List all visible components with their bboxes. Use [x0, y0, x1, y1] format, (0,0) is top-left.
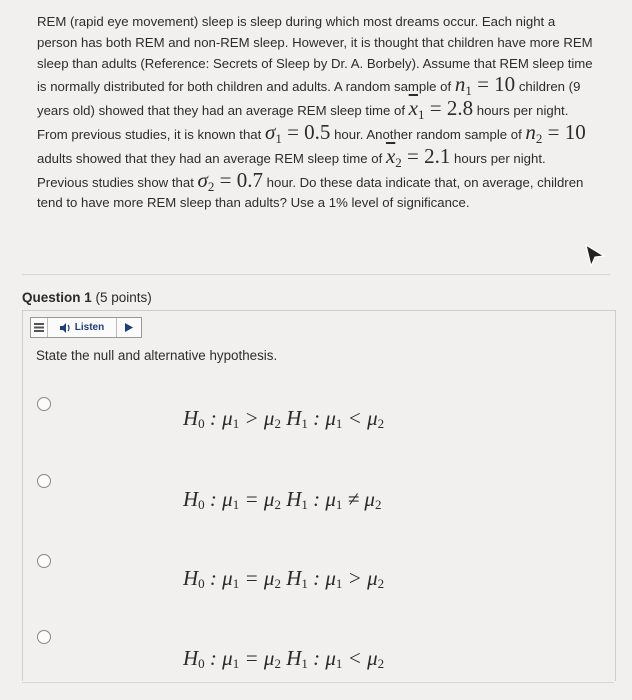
opt1-h0-op: > μ — [239, 406, 275, 430]
play-button[interactable] — [117, 318, 141, 337]
s2-value: = 0.7 — [214, 167, 263, 192]
opt2-h0-sub: 0 — [198, 497, 205, 512]
section-divider — [22, 274, 610, 275]
opt4-h1-op: < μ — [342, 646, 378, 670]
question-number: Question 1 — [22, 290, 92, 305]
menu-icon[interactable] — [31, 318, 48, 337]
x1-symbol: $\overline{x}$ — [408, 96, 418, 121]
opt2-h0-mu: : μ — [204, 487, 233, 511]
opt3-h0-mu: : μ — [204, 566, 233, 590]
x2-symbol: $\overline{x}$ — [385, 143, 396, 168]
listen-button[interactable] — [48, 318, 117, 337]
opt4-h0-sub: 0 — [198, 656, 205, 671]
opt4-h1-mu: : μ — [307, 646, 336, 670]
opt1-h0-sub: 0 — [198, 416, 205, 431]
opt2-h1-op: ≠ μ — [342, 487, 375, 511]
opt2-h1-mu: : μ — [307, 487, 336, 511]
play-icon — [125, 323, 133, 332]
s1-value: = 0.5 — [281, 119, 331, 144]
opt3-h0-op: = μ — [239, 566, 275, 590]
passage-text-5: adults showed that they had an average REM sleep time of — [37, 150, 386, 166]
n2-symbol: n — [525, 119, 536, 144]
opt4-h1-sub: 1 — [301, 656, 308, 671]
passage-text-3: hours per night. From previous studies, it is known that — [37, 103, 569, 142]
opt4-h1-b: 2 — [377, 656, 385, 671]
passage-text-1: REM (rapid eye movement) sleep is sleep during which most dreams occur. Each night a person has both REM and non-REM sleep. However, it is thought that children have more REM sleep than adults (Reference: Secrets of Sleep by Dr. A. Borbely). Assume that REM sleep time is normally distributed for both children and adults. A random sample of — [37, 14, 593, 95]
option-1-radio[interactable] — [37, 397, 51, 411]
option-4-text[interactable] — [183, 646, 384, 672]
s2-symbol: σ — [197, 167, 208, 192]
mouse-pointer-icon — [584, 244, 606, 268]
option-3-text[interactable] — [183, 566, 384, 592]
x1-value: = 2.8 — [424, 96, 474, 121]
opt2-h0: H — [183, 487, 199, 511]
opt1-h0: H — [183, 406, 199, 430]
option-2-text[interactable] — [183, 487, 381, 513]
opt1-h0-mu: : μ — [204, 406, 233, 430]
option-4-radio[interactable] — [37, 630, 51, 644]
question-title — [22, 290, 152, 305]
opt2-h1: H — [286, 487, 302, 511]
listen-label: Listen — [74, 322, 105, 333]
question-points: (5 points) — [95, 290, 152, 305]
opt1-h0-b: 2 — [274, 416, 281, 431]
opt2-h0-b: 2 — [274, 497, 281, 512]
option-2-radio[interactable] — [37, 474, 51, 488]
s2-subscript: 2 — [207, 178, 215, 194]
passage-text-4: hour. Another random sample of — [330, 126, 526, 142]
opt3-h1-mu: : μ — [307, 566, 336, 590]
passage-text-7: hour. Do these data indicate that, on average, children tend to have more REM sleep than adults? Use a 1% level of significance. — [37, 174, 584, 211]
opt4-h0-b: 2 — [274, 656, 281, 671]
opt4-h0-op: = μ — [239, 646, 275, 670]
opt3-h1-sub: 1 — [301, 576, 308, 591]
option-3-radio[interactable] — [37, 554, 51, 568]
x1-subscript: 1 — [417, 107, 425, 123]
opt2-h1-sub: 1 — [301, 497, 308, 512]
opt4-h1: H — [286, 646, 302, 670]
opt3-h0: H — [183, 566, 199, 590]
opt3-h1: H — [286, 566, 302, 590]
speaker-icon — [60, 323, 72, 333]
opt2-h0-op: = μ — [239, 487, 275, 511]
opt1-h0-a: 1 — [232, 416, 240, 431]
opt4-h1-a: 1 — [335, 656, 343, 671]
n2-subscript: 2 — [535, 130, 543, 146]
problem-passage — [37, 12, 599, 214]
opt4-h0-mu: : μ — [204, 646, 233, 670]
n2-value: = 10 — [542, 119, 586, 144]
opt1-h1-b: 2 — [377, 416, 385, 431]
s1-symbol: σ — [264, 119, 276, 144]
opt2-h1-a: 1 — [335, 497, 343, 512]
opt4-h0-a: 1 — [232, 656, 240, 671]
bottom-divider — [22, 682, 614, 683]
opt3-h1-op: > μ — [342, 566, 378, 590]
opt1-h1-op: < μ — [342, 406, 378, 430]
opt1-h1-mu: : μ — [307, 406, 336, 430]
x2-subscript: 2 — [395, 154, 402, 170]
passage-text-2: children (9 years old) showed that they had an average REM sleep time of — [37, 79, 581, 119]
opt3-h0-b: 2 — [274, 576, 281, 591]
opt1-h1-a: 1 — [335, 416, 343, 431]
s1-subscript: 1 — [275, 130, 282, 146]
opt2-h1-b: 2 — [374, 497, 382, 512]
passage-text-6: hours per night. Previous studies show that — [37, 150, 546, 190]
opt3-h1-a: 1 — [335, 576, 343, 591]
opt2-h0-a: 1 — [232, 497, 240, 512]
opt1-h1-sub: 1 — [301, 416, 308, 431]
opt1-h1: H — [286, 406, 302, 430]
n1-subscript: 1 — [465, 83, 472, 99]
opt3-h1-b: 2 — [377, 576, 385, 591]
question-prompt: State the null and alternative hypothesis. — [36, 348, 278, 363]
opt4-h0: H — [183, 646, 199, 670]
n1-value: = 10 — [471, 72, 516, 97]
n1-symbol: n — [454, 72, 466, 97]
listen-toolbar[interactable] — [30, 317, 142, 338]
option-1-text[interactable] — [183, 406, 384, 432]
opt3-h0-sub: 0 — [198, 576, 205, 591]
x2-value: = 2.1 — [401, 143, 451, 168]
opt3-h0-a: 1 — [232, 576, 240, 591]
